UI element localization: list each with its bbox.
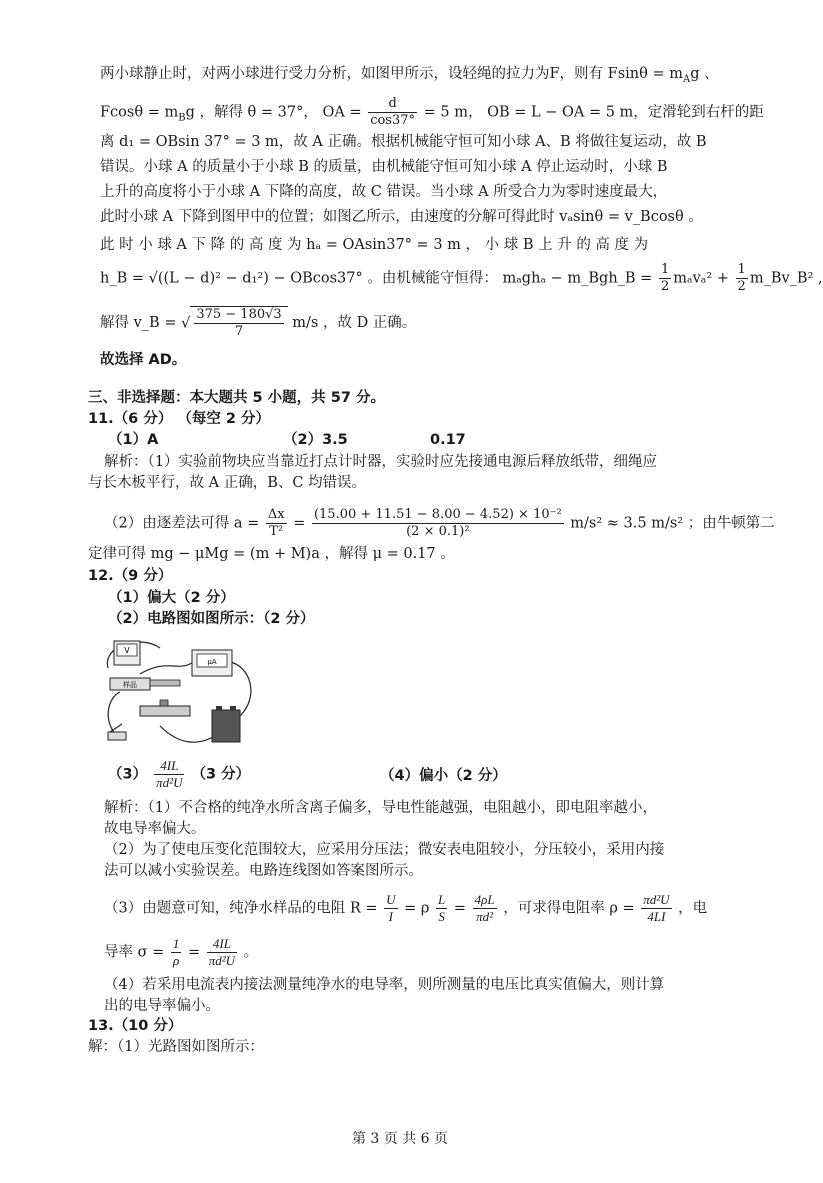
denominator: 2 — [660, 279, 670, 294]
text: 两小球静止时，对两小球进行受力分析，如图甲所示，设轻绳的拉力为F，则有 Fsinθ = m — [100, 66, 683, 82]
numerator: 4IL — [207, 936, 237, 953]
q13-answer-1: 解：（1）光路图如图所示： — [88, 1039, 264, 1055]
voltmeter — [114, 641, 140, 665]
text: （2）由逐差法可得 a = — [104, 515, 260, 532]
fraction — [641, 892, 671, 925]
fraction-half — [659, 262, 671, 295]
numerator: πd²U — [643, 892, 670, 907]
q13-title: 13.（10 分） — [88, 1018, 183, 1034]
denominator: 2 — [737, 279, 746, 294]
q11-title: 11.（6 分） （每空 2 分） — [88, 411, 271, 427]
q12-explain-2: 故电导率偏大。 — [104, 821, 206, 837]
fraction-accel — [312, 507, 564, 540]
q11-answer-2: （2）3.5 — [283, 432, 348, 448]
numerator: Δx — [267, 507, 285, 522]
solution-line-5: 上升的高度将小于小球 A 下降的高度，故 C 错误。当小球 A 所受合力为零时速度最大， — [100, 184, 668, 200]
fraction-vb — [194, 307, 283, 340]
text: ，电 — [678, 900, 708, 917]
fraction-d-over-cos — [368, 96, 417, 129]
fraction — [384, 892, 397, 925]
q11-explain-1: 解析：（1）实验前物块应当靠近打点计时器，实验时应先接通电源后释放纸带，细绳应 — [104, 454, 657, 470]
solution-line-9 — [100, 306, 416, 340]
solution-line-8 — [100, 262, 823, 295]
q12-answer-4: （4）偏小（2 分） — [380, 768, 507, 784]
text: 。 — [243, 944, 259, 961]
text: Fcosθ = m — [100, 104, 179, 121]
q12-explain-7: （4）若采用电流表内接法测量纯净水的电导率，则所测量的电压比真实值偏大，则计算 — [104, 977, 665, 993]
denominator: I — [388, 909, 393, 924]
text: g ，解得 θ = 37°， OA = — [185, 104, 362, 121]
fraction — [436, 892, 447, 925]
text: （3）由题意可知，纯净水样品的电阻 R = — [104, 900, 378, 917]
q12-answer-2: （2）电路图如图所示：（2 分） — [108, 611, 315, 627]
text: h_B = √((L − d)² − d₁²) − OBcos37° 。由机械能守恒得： mₐghₐ − m_Bgh_B = — [100, 270, 653, 287]
section-3-title: 三、非选择题：本大题共 5 小题，共 57 分。 — [88, 390, 385, 406]
text: m/s ，故 D 正确。 — [292, 315, 417, 331]
text: 导率 σ = — [104, 944, 165, 961]
svg-text:μA: μA — [207, 658, 217, 666]
denominator: 7 — [234, 324, 244, 339]
denominator: 4LI — [647, 909, 666, 924]
solution-line-6: 此时小球 A 下降到图甲中的位置；如图乙所示，由速度的分解可得此时 vₐsinθ = v_Bcosθ 。 — [100, 209, 703, 225]
q11-answer-3: 0.17 — [430, 432, 466, 448]
numerator: 1 — [660, 262, 670, 277]
answer-ad: 故选择 AD。 — [100, 352, 187, 368]
sample-container — [110, 678, 180, 690]
text: = — [453, 900, 467, 917]
text: = — [187, 944, 201, 961]
numerator: (15.00 + 11.51 − 8.00 − 4.52) × 10⁻² — [313, 507, 562, 522]
denominator: S — [438, 909, 445, 924]
fraction — [171, 936, 182, 969]
numerator: L — [438, 892, 446, 907]
q12-explain-5 — [104, 892, 707, 925]
text: （3 分） — [191, 766, 251, 783]
q12-explain-4: 法可以减小实验误差。电路连线图如答案图所示。 — [104, 863, 423, 879]
q12-answer-1: （1）偏大（2 分） — [108, 590, 235, 606]
text: = ρ — [404, 900, 430, 917]
solution-line-7: 此 时 小 球 A 下 降 的 高 度 为 hₐ = OAsin37° = 3 m ， 小 球 B 上 升 的 高 度 为 — [100, 237, 649, 253]
text: mₐvₐ² + — [673, 270, 729, 287]
text: m_Bv_B² , — [749, 270, 823, 287]
numerator: d — [368, 96, 417, 113]
q12-explain-1: 解析：（1）不合格的纯净水所含离子偏多，导电性能越强，电阻越小，即电阻率越小， — [104, 800, 657, 816]
denominator: πd²U — [208, 953, 236, 968]
q12-answer-3 — [108, 758, 250, 791]
numerator: 1 — [172, 936, 180, 951]
q12-title: 12.（9 分） — [88, 568, 173, 584]
solution-line-2: $Fcos\theta = m_Bg$ ，解得 θ = 37°， OA = $\frac{d}{\cos 37^\circ}$ = 5 m， OB = L − OA = 5 m，定滑轮到右杆的距 — [100, 96, 764, 128]
numerator: 1 — [737, 262, 746, 277]
denominator: πd²U — [156, 775, 183, 790]
battery — [212, 706, 240, 742]
q11-answer-1: （1）A — [108, 432, 159, 448]
fraction — [473, 892, 497, 925]
q12-explain-3: （2）为了使电压变化范围较大，应采用分压法；微安表电阻较小，分压较小，采用内接 — [104, 842, 665, 858]
text: = 5 m， OB = L − OA = 5 m，定滑轮到右杆的距 — [423, 104, 764, 121]
q11-explain-4: 定律可得 mg − μMg = (m + M)a ，解得 μ = 0.17 。 — [88, 546, 455, 562]
numerator: 4IL — [154, 758, 184, 775]
denominator: cos37° — [370, 113, 416, 128]
q11-explain-3 — [104, 507, 775, 540]
text: = — [293, 515, 306, 532]
denominator: (2 × 0.1)² — [406, 524, 470, 539]
denominator: T² — [269, 524, 284, 539]
q12-explain-6 — [104, 936, 258, 969]
fraction-half — [736, 262, 748, 295]
solution-line-3: 离 d₁ = OBsin 37° = 3 m，故 A 正确。根据机械能守恒可知小球 A、B 将做往复运动，故 B — [100, 134, 707, 150]
text: m/s² ≈ 3.5 m/s² ；由牛顿第二 — [570, 515, 775, 532]
fraction-dx-t2 — [266, 507, 287, 540]
text: 解得 v_B = — [100, 315, 177, 331]
q12-explain-8: 出的电导率偏小。 — [104, 998, 220, 1014]
denominator: πd² — [476, 909, 494, 924]
svg-text:V: V — [124, 646, 130, 655]
fraction-answer — [154, 758, 184, 791]
q11-explain-2: 与长木板平行，故 A 正确，B、C 均错误。 — [88, 475, 367, 491]
numerator: 4ρL — [474, 892, 495, 907]
circuit-diagram — [100, 636, 260, 751]
numerator: U — [386, 892, 396, 907]
rheostat — [140, 700, 190, 716]
sqrt-expression: √ $\frac{375 - 180√3}{7}$ — [181, 306, 288, 340]
microammeter — [192, 650, 232, 676]
fraction — [207, 936, 237, 969]
page-footer: 第 3 页 共 6 页 — [351, 1131, 449, 1147]
solution-line-4: 错误。小球 A 的质量小于小球 B 的质量，由机械能守恒可知小球 A 停止运动时，小球 B — [100, 159, 668, 175]
numerator: 375 − 180√3 — [196, 307, 282, 322]
text: ，可求得电阻率 ρ = — [503, 900, 635, 917]
denominator: ρ — [173, 953, 180, 968]
text: g 、 — [690, 66, 719, 82]
solution-line-1: 两小球静止时，对两小球进行受力分析，如图甲所示，设轻绳的拉力为F，则有 $Fsin\theta = m_Ag$ 、 — [100, 66, 719, 85]
sample-label: 样品 — [123, 681, 137, 689]
text: （3） — [108, 766, 148, 783]
